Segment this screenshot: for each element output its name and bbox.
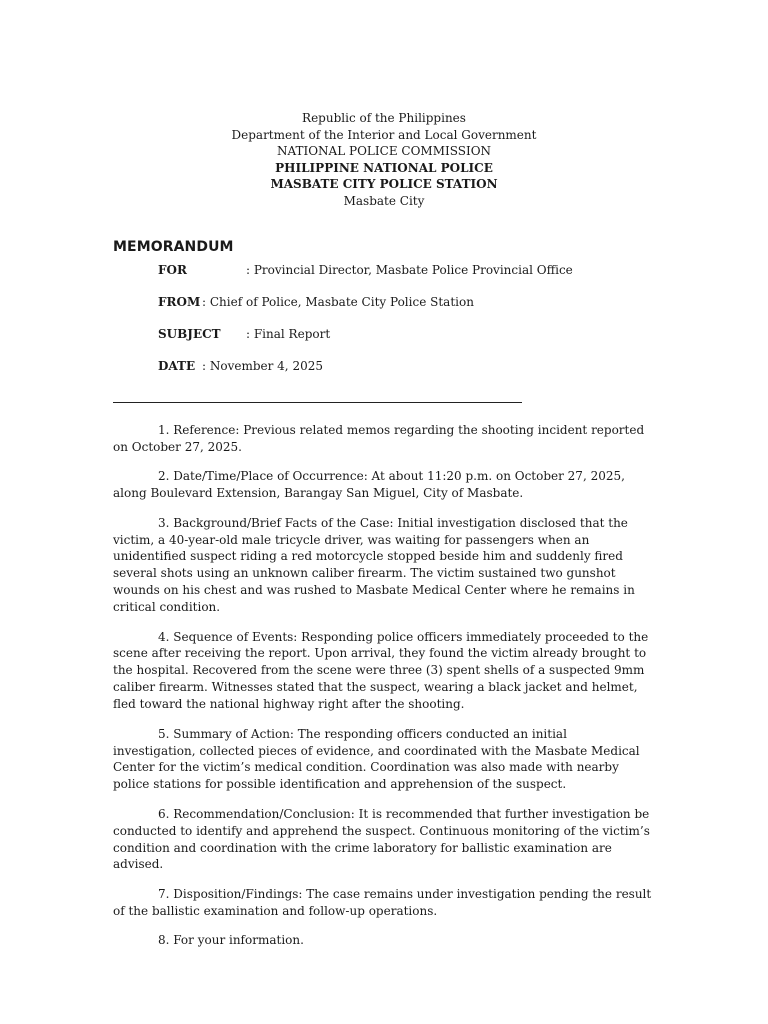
memo-field-for [158,262,573,278]
memo-field-date [158,358,323,374]
paragraph-sequence: 4. Sequence of Events: Responding police officers immediately proceeded to the scene after receiving the report. Upon arrival, they found the victim already brought to the hospital. Recovered from the scene were three (3) spent shells of a suspected 9mm caliber firearm. Witnesses stated that the suspect, wearing a black jacket and helmet, fled toward the national highway right after the shooting. [113,629,649,712]
memo-field-from [158,294,474,310]
header-department: Department of the Interior and Local Government [231,127,537,142]
paragraph-background: 3. Background/Brief Facts of the Case: Initial investigation disclosed that the victim, a 40-year-old male tricycle driver, was waiting for passengers when an unidentified suspect riding a red motorcycle stopped beside him and suddenly fired several shots using an unknown caliber firearm. The victim sustained two gunshot wounds on his chest and was rushed to Masbate Medical Center where he remains in critical condition. [113,515,635,615]
memo-field-subject [158,326,331,342]
date-label: DATE [158,359,196,373]
header-station: MASBATE CITY POLICE STATION [270,177,498,192]
from-label: FROM [158,295,201,309]
date-value: : November 4, 2025 [202,359,323,373]
paragraph-recommendation: 6. Recommendation/Conclusion: It is recommended that further investigation be conducted to identify and apprehend the suspect. Continuous monitoring of the victim’s condition and coordination with the crime laboratory for ballistic examination are advised. [113,806,650,872]
memo-body [113,422,653,962]
paragraph-action: 5. Summary of Action: The responding officers conducted an initial investigation, collected pieces of evidence, and coordinated with the Masbate Medical Center for the victim’s medical condition. Coordination was also made with nearby police stations for possible identification and apprehension of the suspect. [113,726,640,792]
for-value: : Provincial Director, Masbate Police Provincial Office [246,263,573,277]
for-label: FOR [158,263,187,277]
paragraph-reference: 1. Reference: Previous related memos regarding the shooting incident reported on October 27, 2025. [113,423,645,454]
memo-title: MEMORANDUM [113,239,234,255]
paragraph-disposition: 7. Disposition/Findings: The case remains under investigation pending the result of the ballistic examination and follow-up operations. [113,886,652,918]
paragraph-occurrence: 2. Date/Time/Place of Occurrence: At about 11:20 p.m. on October 27, 2025, along Boulevard Extension, Barangay San Miguel, City of Masbate. [113,469,625,501]
header-pnp: PHILIPPINE NATIONAL POLICE [275,160,493,175]
letterhead [0,110,768,210]
header-city: Masbate City [343,193,425,208]
subject-value: : Final Report [246,327,331,341]
header-commission: NATIONAL POLICE COMMISSION [276,144,492,159]
from-value: : Chief of Police, Masbate City Police Station [202,295,474,309]
paragraph-closing: 8. For your information. [158,933,304,948]
subject-label: SUBJECT [158,327,221,341]
separator-line [113,402,522,403]
header-republic: Republic of the Philippines [302,111,466,125]
